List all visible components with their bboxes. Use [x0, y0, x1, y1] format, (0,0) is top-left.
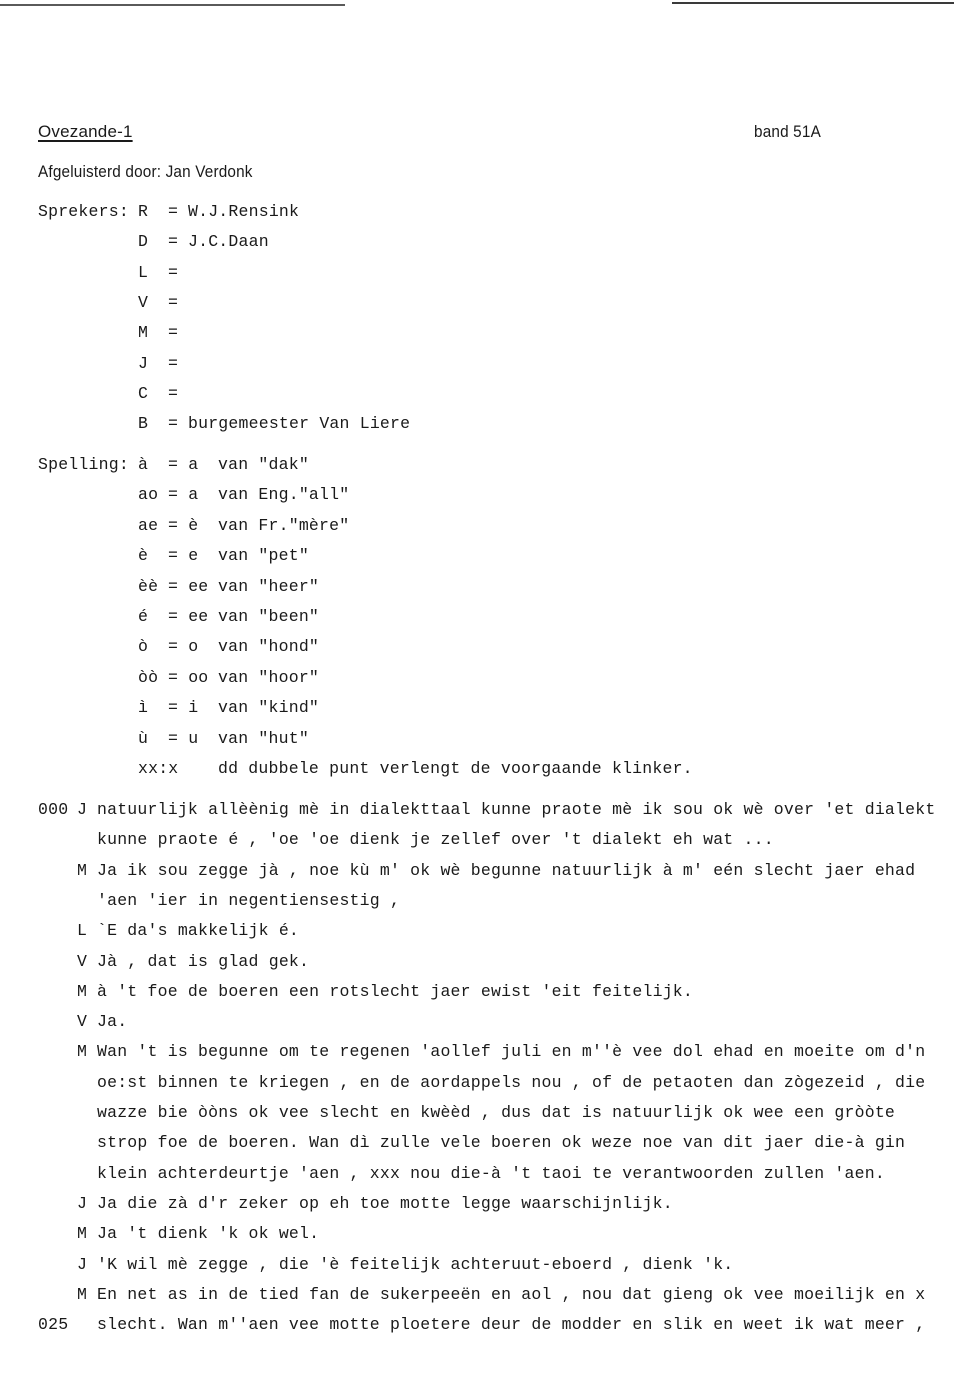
speaker-marker: M [77, 1224, 88, 1244]
transcript-line: slecht. Wan m''aen vee motte ploetere deur de modder en slik en weet ik wat meer , [97, 1315, 926, 1335]
speaker-equals: = [168, 202, 179, 221]
spelling-equivalent: = è [168, 515, 199, 535]
spelling-description: van "been" [218, 607, 320, 626]
speaker-marker: J [77, 800, 88, 819]
transcript-line: Ja ik sou zegge jà , noe kù m' ok wè begunne natuurlijk à m' eén slecht jaer ehad [97, 860, 916, 880]
speaker-equals: = [168, 383, 179, 403]
listened-by: Afgeluisterd door: Jan Verdonk [38, 162, 253, 181]
speaker-code: C [138, 383, 149, 403]
transcript-line: natuurlijk allèènig mè in dialekttaal kunne praote mè ik sou ok wè over 'et dialekt [97, 800, 936, 819]
speaker-marker: M [77, 860, 88, 880]
transcript-line: En net as in de tied fan de sukerpeeën en aol , nou dat gieng ok vee moeilijk en x [97, 1284, 926, 1304]
speaker-equals: = [168, 353, 179, 373]
transcript-line: Ja die zà d'r zeker op eh toe motte legge waarschijnlijk. [97, 1193, 673, 1213]
spelling-description: van Fr."mère" [218, 515, 350, 535]
spelling-description: van Eng."all" [218, 485, 350, 505]
speaker-code: L [138, 262, 149, 282]
spelling-equivalent: = i [168, 698, 199, 718]
speaker-code: J [138, 353, 149, 373]
speaker-code: V [138, 292, 149, 312]
transcript-line: `E da's makkelijk é. [97, 921, 300, 941]
speaker-equals: = [168, 232, 179, 252]
spelling-description: van "dak" [218, 455, 309, 474]
spelling-symbol: ì [138, 698, 149, 718]
speaker-equals: = [168, 323, 179, 343]
speaker-code: M [138, 323, 149, 343]
transcript-line: kunne praote é , 'oe 'oe dienk je zellef over 't dialekt eh wat ... [97, 830, 774, 850]
transcript-line: Ja 't dienk 'k ok wel. [97, 1224, 320, 1244]
speaker-marker: M [77, 981, 88, 1001]
transcript-line: Wan 't is begunne om te regenen 'aollef juli en m''è vee dol ehad en moeite om d'n [97, 1042, 926, 1062]
speaker-name: W.J.Rensink [188, 202, 300, 221]
spelling-symbol: é [138, 607, 149, 626]
spelling-symbol: èè [138, 576, 159, 596]
spelling-symbol: ao [138, 485, 159, 505]
spelling-label: Spelling: [38, 455, 129, 474]
spelling-description: van "hoor" [218, 667, 320, 687]
spelling-equivalent: = u [168, 728, 199, 748]
spelling-symbol: ò [138, 637, 149, 657]
speaker-equals: = [168, 292, 179, 312]
spelling-symbol: è [138, 546, 149, 566]
speaker-marker: J [77, 1193, 88, 1213]
counter-number: 000 [38, 800, 69, 819]
speaker-marker: M [77, 1042, 88, 1062]
spelling-equivalent: = ee [168, 607, 209, 626]
transcript-line: à 't foe de boeren een rotslecht jaer ewist 'eit feitelijk. [97, 981, 693, 1001]
transcript-line: oe:st binnen te kriegen , en de aordappels nou , of de petaoten dan zògezeid , die [97, 1072, 926, 1092]
spelling-description: van "heer" [218, 576, 320, 596]
transcript-line: 'aen 'ier in negentiensestig , [97, 890, 401, 910]
spelling-symbol: ae [138, 515, 159, 535]
spelling-symbol: xx:x [138, 759, 179, 778]
spelling-symbol: ù [138, 728, 149, 748]
speaker-equals: = [168, 414, 179, 434]
speaker-marker: M [77, 1284, 88, 1304]
spelling-symbol: òò [138, 667, 159, 687]
spelling-description: dd dubbele punt verlengt de voorgaande klinker. [218, 759, 693, 778]
transcript-line: wazze bie òòns ok vee slecht en kwèèd , dus dat is natuurlijk ok wee een gròòte [97, 1103, 896, 1122]
speaker-code: D [138, 232, 149, 252]
tape-number: band 51A [754, 122, 821, 141]
spelling-equivalent: = a [168, 455, 199, 474]
spelling-equivalent: = o [168, 637, 199, 657]
speaker-code: B [138, 414, 149, 434]
speaker-marker: V [77, 1012, 88, 1032]
spelling-equivalent: = ee [168, 576, 209, 596]
document-title: Ovezande-1 [38, 122, 133, 141]
speaker-name: burgemeester Van Liere [188, 414, 411, 434]
spelling-description: van "hut" [218, 728, 309, 748]
spelling-description: van "kind" [218, 698, 320, 718]
scan-artifact-line [672, 2, 954, 4]
spelling-equivalent: = a [168, 485, 199, 505]
transcript-line: 'K wil mè zegge , die 'è feitelijk achteruut-eboerd , dienk 'k. [97, 1254, 734, 1274]
spelling-equivalent: = oo [168, 667, 209, 687]
speaker-marker: V [77, 951, 88, 971]
spelling-equivalent: = e [168, 546, 199, 566]
transcript-line: strop foe de boeren. Wan dì zulle vele boeren ok weze noe van dit jaer die-à gin [97, 1133, 906, 1153]
speaker-code: R [138, 202, 149, 221]
speaker-marker: J [77, 1254, 88, 1274]
transcript-line: Jà , dat is glad gek. [97, 951, 310, 971]
transcript-line: Ja. [97, 1012, 128, 1032]
spelling-symbol: à [138, 455, 149, 474]
spelling-description: van "pet" [218, 546, 309, 566]
scan-artifact-line [0, 4, 345, 6]
speaker-marker: L [77, 921, 88, 941]
speaker-name: J.C.Daan [188, 232, 269, 252]
speakers-label: Sprekers: [38, 202, 129, 221]
transcript-line: klein achterdeurtje 'aen , xxx nou die-à 't taoi te verantwoorden zullen 'aen. [97, 1163, 885, 1183]
spelling-description: van "hond" [218, 637, 320, 657]
counter-number: 025 [38, 1315, 69, 1335]
speaker-equals: = [168, 262, 179, 282]
